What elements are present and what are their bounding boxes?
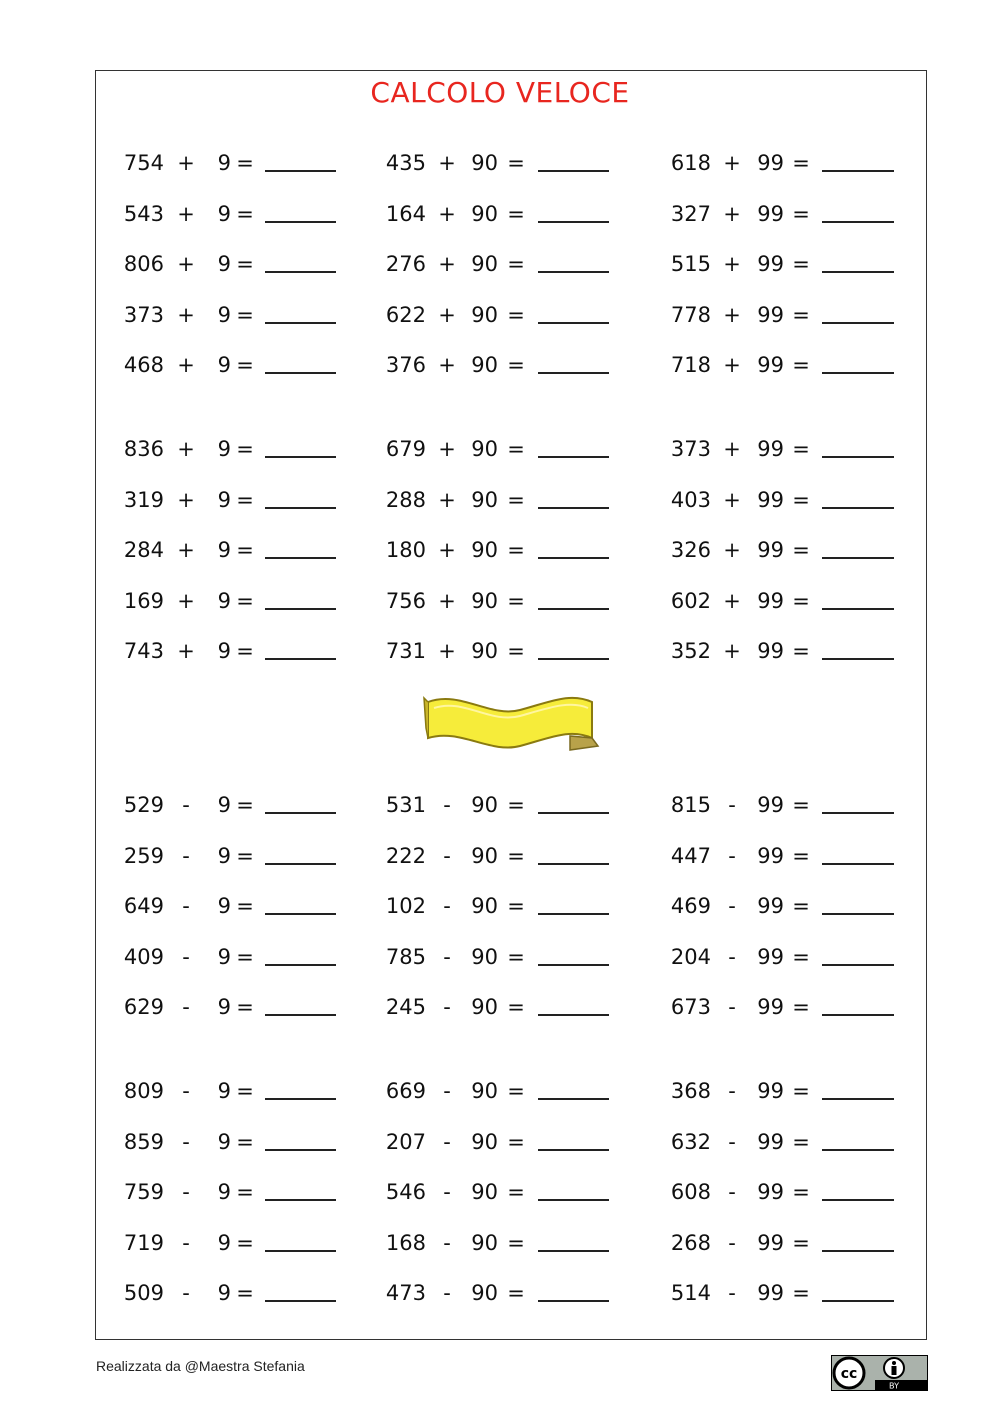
operator-sign: + — [177, 487, 195, 512]
creative-commons-by-badge — [831, 1355, 928, 1391]
first-operand: 327 — [670, 201, 711, 226]
equals-sign: = — [792, 151, 810, 175]
second-operand: 90 — [471, 894, 498, 918]
exercise-row — [0, 249, 1000, 279]
equals-sign: = — [792, 1079, 810, 1103]
equals-sign: = — [792, 894, 810, 918]
equals-sign: = — [792, 793, 810, 817]
exercise-row — [0, 350, 1000, 380]
second-operand: 90 — [471, 1079, 498, 1103]
first-operand: 602 — [670, 588, 711, 613]
answer-blank[interactable] — [822, 1076, 894, 1100]
second-operand: 90 — [471, 302, 498, 327]
second-operand: 99 — [757, 1281, 784, 1305]
second-operand: 99 — [757, 1129, 784, 1154]
operator-sign: - — [443, 793, 451, 817]
equals-sign: = — [236, 1230, 254, 1255]
second-operand: 9 — [217, 995, 231, 1019]
answer-blank[interactable] — [822, 1177, 894, 1201]
first-operand: 169 — [123, 588, 164, 613]
second-operand: 90 — [471, 487, 498, 512]
operator-sign: + — [723, 437, 741, 461]
operator-sign: + — [723, 639, 741, 663]
equals-sign: = — [507, 1079, 525, 1103]
equals-sign: = — [792, 302, 810, 327]
operator-sign: + — [723, 302, 741, 327]
equals-sign: = — [236, 353, 254, 377]
second-operand: 99 — [757, 538, 784, 562]
second-operand: 90 — [471, 1230, 498, 1255]
equals-sign: = — [792, 843, 810, 868]
first-operand: 468 — [123, 353, 164, 377]
second-operand: 90 — [471, 353, 498, 377]
equals-sign: = — [792, 1129, 810, 1154]
operator-sign: + — [723, 487, 741, 512]
second-operand: 99 — [757, 588, 784, 613]
equals-sign: = — [507, 1230, 525, 1255]
cc-label: cc — [840, 1366, 858, 1382]
equals-sign: = — [507, 1129, 525, 1154]
second-operand: 99 — [757, 639, 784, 663]
second-operand: 90 — [471, 437, 498, 461]
second-operand: 9 — [217, 1180, 231, 1204]
equals-sign: = — [507, 1180, 525, 1204]
first-operand: 180 — [385, 538, 426, 562]
equals-sign: = — [507, 201, 525, 226]
equals-sign: = — [792, 639, 810, 663]
exercise-row — [0, 586, 1000, 616]
second-operand: 90 — [471, 1281, 498, 1305]
equals-sign: = — [236, 944, 254, 969]
operator-sign: - — [182, 1230, 190, 1255]
operator-sign: + — [438, 437, 456, 461]
first-operand: 284 — [123, 538, 164, 562]
operator-sign: - — [728, 1079, 736, 1103]
operator-sign: - — [728, 1281, 736, 1305]
answer-blank[interactable] — [822, 350, 894, 374]
first-operand: 515 — [670, 252, 711, 276]
operator-sign: + — [438, 639, 456, 663]
second-operand: 99 — [757, 894, 784, 918]
equals-sign: = — [236, 487, 254, 512]
operator-sign: + — [438, 151, 456, 175]
equals-sign: = — [236, 1180, 254, 1204]
first-operand: 649 — [123, 894, 164, 918]
equals-sign: = — [507, 944, 525, 969]
equals-sign: = — [792, 437, 810, 461]
equals-sign: = — [792, 944, 810, 969]
second-operand: 9 — [217, 1230, 231, 1255]
first-operand: 809 — [123, 1079, 164, 1103]
operator-sign: + — [177, 252, 195, 276]
operator-sign: - — [443, 944, 451, 969]
answer-blank[interactable] — [822, 434, 894, 458]
equals-sign: = — [507, 588, 525, 613]
operator-sign: - — [728, 995, 736, 1019]
operator-sign: - — [443, 1230, 451, 1255]
first-operand: 164 — [385, 201, 426, 226]
first-operand: 373 — [670, 437, 711, 461]
equals-sign: = — [236, 302, 254, 327]
second-operand: 9 — [217, 944, 231, 969]
second-operand: 90 — [471, 1180, 498, 1204]
equals-sign: = — [236, 995, 254, 1019]
equals-sign: = — [507, 793, 525, 817]
operator-sign: - — [728, 843, 736, 868]
first-operand: 326 — [670, 538, 711, 562]
first-operand: 836 — [123, 437, 164, 461]
operator-sign: + — [177, 588, 195, 613]
first-operand: 679 — [385, 437, 426, 461]
equals-sign: = — [792, 1281, 810, 1305]
operator-sign: - — [182, 1129, 190, 1154]
second-operand: 9 — [217, 843, 231, 868]
exercise-row — [0, 636, 1000, 666]
answer-blank[interactable] — [822, 1228, 894, 1252]
equals-sign: = — [507, 894, 525, 918]
equals-sign: = — [507, 1281, 525, 1305]
first-operand: 368 — [670, 1079, 711, 1103]
first-operand: 259 — [123, 843, 164, 868]
first-operand: 743 — [123, 639, 164, 663]
exercise-row — [0, 1076, 1000, 1106]
equals-sign: = — [792, 353, 810, 377]
first-operand: 435 — [385, 151, 426, 175]
operator-sign: - — [728, 1230, 736, 1255]
equals-sign: = — [792, 1180, 810, 1204]
second-operand: 9 — [217, 1129, 231, 1154]
operator-sign: + — [438, 252, 456, 276]
operator-sign: + — [177, 353, 195, 377]
second-operand: 90 — [471, 944, 498, 969]
operator-sign: + — [723, 588, 741, 613]
answer-blank[interactable] — [822, 535, 894, 559]
first-operand: 409 — [123, 944, 164, 969]
first-operand: 276 — [385, 252, 426, 276]
first-operand: 543 — [123, 201, 164, 226]
operator-sign: + — [723, 151, 741, 175]
operator-sign: - — [182, 944, 190, 969]
second-operand: 99 — [757, 151, 784, 175]
answer-blank[interactable] — [822, 485, 894, 509]
answer-blank[interactable] — [822, 148, 894, 172]
operator-sign: + — [438, 302, 456, 327]
operator-sign: + — [438, 538, 456, 562]
equals-sign: = — [236, 793, 254, 817]
answer-blank[interactable] — [822, 199, 894, 223]
operator-sign: + — [723, 538, 741, 562]
operator-sign: - — [182, 1180, 190, 1204]
operator-sign: - — [443, 1129, 451, 1154]
operator-sign: - — [182, 894, 190, 918]
operator-sign: - — [182, 995, 190, 1019]
first-operand: 719 — [123, 1230, 164, 1255]
exercise-row — [0, 790, 1000, 820]
operator-sign: - — [728, 894, 736, 918]
answer-blank[interactable] — [822, 841, 894, 865]
first-operand: 514 — [670, 1281, 711, 1305]
equals-sign: = — [792, 588, 810, 613]
first-operand: 622 — [385, 302, 426, 327]
operator-sign: - — [728, 1180, 736, 1204]
operator-sign: + — [177, 639, 195, 663]
first-operand: 207 — [385, 1129, 426, 1154]
operator-sign: + — [177, 538, 195, 562]
equals-sign: = — [236, 201, 254, 226]
operator-sign: - — [443, 1079, 451, 1103]
first-operand: 469 — [670, 894, 711, 918]
first-operand: 778 — [670, 302, 711, 327]
first-operand: 815 — [670, 793, 711, 817]
exercise-row — [0, 891, 1000, 921]
second-operand: 90 — [471, 793, 498, 817]
answer-blank[interactable] — [822, 992, 894, 1016]
second-operand: 99 — [757, 487, 784, 512]
first-operand: 373 — [123, 302, 164, 327]
equals-sign: = — [792, 252, 810, 276]
equals-sign: = — [507, 437, 525, 461]
operator-sign: + — [438, 353, 456, 377]
equals-sign: = — [507, 487, 525, 512]
first-operand: 756 — [385, 588, 426, 613]
equals-sign: = — [507, 302, 525, 327]
operator-sign: - — [443, 894, 451, 918]
page-title: CALCOLO VELOCE — [370, 76, 630, 109]
second-operand: 9 — [217, 538, 231, 562]
operator-sign: + — [177, 437, 195, 461]
first-operand: 319 — [123, 487, 164, 512]
first-operand: 529 — [123, 793, 164, 817]
second-operand: 90 — [471, 588, 498, 613]
exercise-row — [0, 1177, 1000, 1207]
equals-sign: = — [507, 995, 525, 1019]
second-operand: 99 — [757, 944, 784, 969]
first-operand: 669 — [385, 1079, 426, 1103]
equals-sign: = — [236, 437, 254, 461]
operator-sign: - — [728, 1129, 736, 1154]
operator-sign: - — [182, 793, 190, 817]
equals-sign: = — [236, 588, 254, 613]
second-operand: 9 — [217, 588, 231, 613]
first-operand: 673 — [670, 995, 711, 1019]
first-operand: 531 — [385, 793, 426, 817]
first-operand: 352 — [670, 639, 711, 663]
second-operand: 99 — [757, 201, 784, 226]
second-operand: 9 — [217, 353, 231, 377]
equals-sign: = — [236, 894, 254, 918]
second-operand: 99 — [757, 302, 784, 327]
second-operand: 9 — [217, 894, 231, 918]
first-operand: 759 — [123, 1180, 164, 1204]
second-operand: 99 — [757, 252, 784, 276]
operator-sign: + — [723, 252, 741, 276]
equals-sign: = — [236, 151, 254, 175]
operator-sign: + — [438, 588, 456, 613]
second-operand: 90 — [471, 843, 498, 868]
first-operand: 473 — [385, 1281, 426, 1305]
second-operand: 9 — [217, 437, 231, 461]
first-operand: 731 — [385, 639, 426, 663]
first-operand: 447 — [670, 843, 711, 868]
operator-sign: + — [177, 201, 195, 226]
author-credit: Realizzata da @Maestra Stefania — [96, 1358, 305, 1374]
second-operand: 99 — [757, 1230, 784, 1255]
second-operand: 99 — [757, 843, 784, 868]
second-operand: 90 — [471, 252, 498, 276]
equals-sign: = — [507, 639, 525, 663]
exercise-row — [0, 1127, 1000, 1157]
equals-sign: = — [236, 1079, 254, 1103]
answer-blank[interactable] — [822, 942, 894, 966]
first-operand: 288 — [385, 487, 426, 512]
first-operand: 376 — [385, 353, 426, 377]
equals-sign: = — [792, 1230, 810, 1255]
operator-sign: + — [723, 353, 741, 377]
equals-sign: = — [236, 843, 254, 868]
exercise-row — [0, 148, 1000, 178]
second-operand: 99 — [757, 995, 784, 1019]
equals-sign: = — [507, 843, 525, 868]
operator-sign: + — [177, 151, 195, 175]
second-operand: 90 — [471, 538, 498, 562]
equals-sign: = — [792, 201, 810, 226]
second-operand: 90 — [471, 639, 498, 663]
first-operand: 629 — [123, 995, 164, 1019]
first-operand: 222 — [385, 843, 426, 868]
equals-sign: = — [236, 639, 254, 663]
first-operand: 618 — [670, 151, 711, 175]
first-operand: 168 — [385, 1230, 426, 1255]
second-operand: 9 — [217, 1079, 231, 1103]
first-operand: 204 — [670, 944, 711, 969]
operator-sign: - — [728, 944, 736, 969]
answer-blank[interactable] — [822, 249, 894, 273]
equals-sign: = — [507, 151, 525, 175]
exercise-row — [0, 434, 1000, 464]
answer-blank[interactable] — [822, 891, 894, 915]
exercise-row — [0, 535, 1000, 565]
answer-blank[interactable] — [822, 636, 894, 660]
equals-sign: = — [792, 995, 810, 1019]
equals-sign: = — [507, 538, 525, 562]
second-operand: 9 — [217, 639, 231, 663]
ribbon-banner-icon — [420, 688, 600, 760]
operator-sign: + — [438, 487, 456, 512]
first-operand: 509 — [123, 1281, 164, 1305]
equals-sign: = — [236, 538, 254, 562]
answer-blank[interactable] — [822, 790, 894, 814]
second-operand: 9 — [217, 151, 231, 175]
exercise-row — [0, 992, 1000, 1022]
equals-sign: = — [792, 487, 810, 512]
second-operand: 99 — [757, 1079, 784, 1103]
second-operand: 9 — [217, 302, 231, 327]
first-operand: 632 — [670, 1129, 711, 1154]
equals-sign: = — [236, 1129, 254, 1154]
exercise-row — [0, 485, 1000, 515]
operator-sign: - — [182, 843, 190, 868]
second-operand: 90 — [471, 201, 498, 226]
exercise-row — [0, 1278, 1000, 1308]
first-operand: 403 — [670, 487, 711, 512]
first-operand: 754 — [123, 151, 164, 175]
second-operand: 90 — [471, 151, 498, 175]
second-operand: 99 — [757, 1180, 784, 1204]
operator-sign: + — [723, 201, 741, 226]
second-operand: 99 — [757, 793, 784, 817]
exercise-row — [0, 942, 1000, 972]
second-operand: 9 — [217, 252, 231, 276]
operator-sign: - — [443, 1180, 451, 1204]
second-operand: 99 — [757, 437, 784, 461]
first-operand: 245 — [385, 995, 426, 1019]
second-operand: 9 — [217, 1281, 231, 1305]
exercise-row — [0, 300, 1000, 330]
second-operand: 90 — [471, 1129, 498, 1154]
exercise-row — [0, 841, 1000, 871]
operator-sign: - — [728, 793, 736, 817]
first-operand: 102 — [385, 894, 426, 918]
first-operand: 718 — [670, 353, 711, 377]
first-operand: 859 — [123, 1129, 164, 1154]
operator-sign: - — [182, 1281, 190, 1305]
equals-sign: = — [507, 252, 525, 276]
equals-sign: = — [236, 1281, 254, 1305]
first-operand: 608 — [670, 1180, 711, 1204]
answer-blank[interactable] — [822, 300, 894, 324]
operator-sign: + — [177, 302, 195, 327]
answer-blank[interactable] — [822, 586, 894, 610]
exercise-row — [0, 1228, 1000, 1258]
first-operand: 546 — [385, 1180, 426, 1204]
operator-sign: - — [443, 995, 451, 1019]
exercise-row — [0, 199, 1000, 229]
second-operand: 9 — [217, 201, 231, 226]
second-operand: 99 — [757, 353, 784, 377]
operator-sign: - — [443, 1281, 451, 1305]
second-operand: 90 — [471, 995, 498, 1019]
first-operand: 806 — [123, 252, 164, 276]
equals-sign: = — [236, 252, 254, 276]
first-operand: 785 — [385, 944, 426, 969]
answer-blank[interactable] — [822, 1278, 894, 1302]
first-operand: 268 — [670, 1230, 711, 1255]
operator-sign: - — [182, 1079, 190, 1103]
operator-sign: - — [443, 843, 451, 868]
operator-sign: + — [438, 201, 456, 226]
answer-blank[interactable] — [822, 1127, 894, 1151]
by-label: BY — [889, 1381, 899, 1391]
equals-sign: = — [507, 353, 525, 377]
second-operand: 9 — [217, 487, 231, 512]
equals-sign: = — [792, 538, 810, 562]
second-operand: 9 — [217, 793, 231, 817]
